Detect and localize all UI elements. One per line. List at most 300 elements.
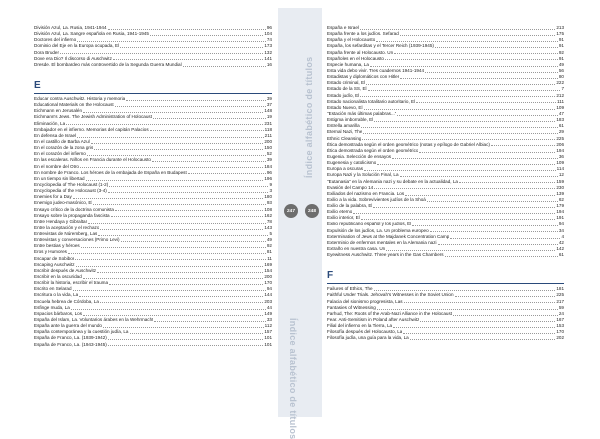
dot-leader	[93, 204, 265, 205]
index-entry-page: 231	[264, 120, 272, 126]
dot-leader	[150, 35, 263, 36]
index-entry-title: Eros y Humores	[34, 249, 67, 255]
index-entry-title: Faithful Under Trials. Jehovah's Witnesses in the Soviet Union	[327, 292, 454, 298]
index-entry-page: 154	[264, 267, 272, 273]
dot-leader	[100, 302, 263, 303]
dot-leader	[68, 253, 266, 254]
dot-leader	[412, 225, 558, 226]
dot-leader	[361, 127, 558, 128]
index-entry-page: 12	[558, 172, 564, 178]
section-heading-f: F	[327, 270, 564, 284]
index-entry-page: 11	[267, 255, 272, 261]
index-entry-title: Farhud, The: Roots of the Arab-Nazi Alliance in the Holocaust	[327, 310, 453, 316]
index-entry-page: 24	[558, 310, 564, 316]
index-entry-title: Exiliados del nazismo en Francia. Los	[327, 190, 405, 196]
index-entry-title: Dominio del Eje en la Europa ocupada, El	[34, 43, 120, 49]
index-entry-page: 9	[269, 181, 272, 187]
index-entry-page: 149	[264, 310, 272, 316]
index-entry-title: Europa Nazi y la Solución Final, La	[327, 172, 399, 178]
dot-leader	[491, 145, 555, 146]
dot-leader	[427, 201, 558, 202]
index-entry-title: Estadistas y diplomáticos con Hitler	[327, 74, 400, 80]
index-entry-title: División Azul, La. Rusia, 1941-1944	[34, 25, 107, 30]
index-entry-title: En el corazón de la zona gris	[34, 145, 94, 151]
index-entry-title: Escapar de Sobibor	[34, 255, 75, 261]
index-entry-title: España ante la guerra del mundo	[34, 323, 102, 329]
index-entry-title: Escribir la historia, escribir el trauma	[34, 280, 109, 286]
dot-leader	[425, 72, 558, 73]
index-entry-title: Extermination of Jews at the Majdanek Concentration Camp	[327, 233, 450, 239]
index-entry-title: España, los sefarditas y el Tercer Reich (1939-1945)	[327, 43, 434, 49]
dot-leader	[360, 29, 555, 30]
index-entry-title: Educar contra Auschwitz. Historia y memoria	[34, 95, 126, 101]
dot-leader	[405, 195, 555, 196]
dot-leader	[77, 137, 264, 138]
index-entry-title: Doctores del infierno	[34, 37, 77, 43]
dot-leader	[361, 219, 556, 220]
section-heading-e: E	[34, 80, 272, 94]
index-entry-page: 39	[266, 157, 272, 163]
index-entry-title: Ethnic Cleansing	[327, 135, 362, 141]
index-entry-page: 148	[264, 108, 272, 114]
index-entry-page: 157	[264, 329, 272, 335]
index-entry-page: 19	[266, 114, 272, 120]
dot-leader	[435, 47, 558, 48]
index-entry-page: 143	[264, 224, 272, 230]
index-entry-title: Estado criminal, El	[327, 80, 366, 86]
dot-leader	[77, 41, 266, 42]
dot-leader	[400, 176, 558, 177]
dot-leader	[154, 321, 265, 322]
index-entry-title: "Eutanasia" en la Alemania nazi y su debate en la actualidad, La	[327, 178, 458, 184]
index-entry-page: 4	[561, 233, 564, 239]
dot-leader	[360, 96, 555, 97]
index-entry-title: En el corazón del infierno	[34, 151, 86, 157]
index-entry-page: 114	[556, 166, 564, 172]
dot-leader	[459, 182, 555, 183]
dot-leader	[377, 164, 555, 165]
index-entry-page: 170	[556, 329, 564, 335]
left-top-entries	[34, 25, 272, 68]
dot-leader	[108, 29, 266, 30]
dot-leader	[385, 59, 558, 60]
dot-leader	[87, 155, 266, 156]
left-page-number: 247	[284, 204, 298, 218]
index-entry-title: Exilio eterno	[327, 209, 353, 215]
index-entry-page: 173	[264, 43, 272, 49]
index-entry-title: Eternal Nazi, The	[327, 129, 363, 135]
index-entry-page: 191	[556, 215, 564, 221]
dot-leader	[109, 284, 263, 285]
index-entry-page: 170	[264, 280, 272, 286]
dot-leader	[364, 109, 556, 110]
index-entry-title: Dresde. El bombardeo más controvertido de la Segunda Guerra Mundial	[34, 61, 182, 67]
index-entry-page: 47	[558, 110, 564, 116]
dot-leader	[97, 272, 263, 273]
index-entry-page: 7	[561, 86, 564, 92]
index-entry-title: España e Israel	[327, 25, 359, 30]
index-entry-title: Esta vida debo vivir. Tres cuadernos 1941-1944	[327, 67, 425, 73]
index-entry-title: Europa a oscuras	[327, 166, 364, 172]
index-entry-page: 91	[558, 43, 564, 49]
index-entry-page: 109	[556, 104, 564, 110]
index-entry-page: 34	[558, 227, 564, 233]
index-entry-title: En defensa de Israel	[34, 132, 77, 138]
dot-leader	[121, 241, 266, 242]
index-entry-page: 62	[558, 196, 564, 202]
dot-leader	[115, 210, 263, 211]
index-entry-title: Esfinge muda, La	[34, 304, 70, 310]
index-entry-title: España de Franco, La. (1939-1942)	[34, 335, 107, 341]
dot-leader	[373, 207, 555, 208]
index-entry-page: 225	[556, 135, 564, 141]
index-entry	[34, 342, 272, 348]
index-entry-page: 94	[558, 221, 564, 227]
index-entry-page: 202	[556, 335, 564, 341]
index-entry-title: Fear. Anti-Semitism in Poland after Auschwitz	[327, 317, 420, 323]
left-index-column	[34, 25, 272, 348]
dot-leader	[83, 112, 263, 113]
index-entry-page: 230	[556, 184, 564, 190]
index-entry	[327, 335, 564, 341]
dot-leader	[83, 315, 263, 316]
dot-leader	[404, 302, 556, 303]
dot-leader	[445, 256, 558, 257]
index-entry-title: Ensayo crítico de la doctrina comunista	[34, 206, 114, 212]
dot-leader	[83, 278, 264, 279]
index-entry-title: Extraño en nuestra casa. Un	[327, 246, 386, 252]
dot-leader	[386, 250, 555, 251]
index-entry-page: 92	[266, 243, 272, 249]
dot-leader	[416, 102, 556, 103]
dot-leader	[450, 238, 560, 239]
index-entry-page: 225	[556, 292, 564, 298]
index-entry-title: Escribir en la oscuridad	[34, 274, 82, 280]
index-entry-title: Fantasies of Witnessing	[327, 304, 376, 310]
dot-leader	[377, 309, 558, 310]
dot-leader	[76, 266, 264, 267]
index-entry-page: 94	[266, 286, 272, 292]
dot-leader	[363, 133, 557, 134]
index-entry-title: Escribir después de Auschwitz	[34, 267, 97, 273]
index-entry-title: Escrito en Selarad	[34, 286, 72, 292]
index-entry-title: Eugenia. Selección de ensayos	[327, 153, 392, 159]
dot-leader	[88, 223, 266, 224]
index-entry-page: 5	[269, 231, 272, 237]
index-entry-page: 153	[556, 323, 564, 329]
index-entry-page: 181	[556, 286, 564, 292]
index-entry-page: 101	[264, 335, 272, 341]
dot-leader	[73, 290, 266, 291]
index-entry-page: 61	[558, 123, 564, 129]
index-entry-title: Encyclopedia of the Holocaust (3-4)	[34, 188, 107, 194]
dot-leader	[394, 53, 558, 54]
index-entry-page: 92	[558, 49, 564, 55]
index-entry-page: 96	[266, 25, 272, 30]
right-page-number: 248	[305, 204, 319, 218]
dot-leader	[109, 186, 268, 187]
index-entry-title: Ética demostrada según el orden geométrico	[327, 147, 419, 153]
dot-leader	[94, 149, 263, 150]
right-section-entries	[327, 286, 564, 341]
dot-leader	[188, 173, 266, 174]
dot-leader	[150, 130, 264, 131]
index-entry-page: 52	[266, 151, 272, 157]
index-entry-title: España frente al Holocausto. Un	[327, 49, 394, 55]
index-entry-page: 108	[264, 206, 272, 212]
dot-leader	[130, 333, 264, 334]
dot-leader	[453, 315, 558, 316]
index-entry-page: 78	[266, 218, 272, 224]
index-entry-page: 39	[266, 95, 272, 101]
index-entry-page: 109	[556, 160, 564, 166]
index-entry-title: Educational Materials on the Holocaust	[34, 102, 114, 108]
index-entry-title: Filosofía judía, una guía para la vida, La	[327, 335, 409, 341]
dot-leader	[108, 192, 269, 193]
right-running-title: Índice alfabético de títulos	[304, 56, 314, 178]
index-entry-page: 162	[264, 212, 272, 218]
dot-leader	[410, 339, 556, 340]
dot-leader	[71, 309, 266, 310]
dot-leader	[115, 106, 266, 107]
dot-leader	[126, 100, 266, 101]
dot-leader	[455, 296, 556, 297]
index-entry-page: 217	[556, 298, 564, 304]
index-entry-page: 194	[556, 147, 564, 153]
index-entry-title: Estado Nuevo, El	[327, 104, 363, 110]
index-entry-title: Exterminio de enfermos mentales en la Alemania nazi	[327, 239, 437, 245]
index-entry-title: Exilio de la palabra, El	[327, 203, 373, 209]
index-entry-page: 159	[556, 178, 564, 184]
index-entry-page: 175	[556, 31, 564, 37]
dot-leader	[403, 333, 555, 334]
dot-leader	[376, 41, 558, 42]
dot-leader	[362, 139, 555, 140]
index-entry-title: Entre bestias y héroes	[34, 243, 80, 249]
index-entry-page: 93	[266, 200, 272, 206]
index-entry-page: 74	[266, 37, 272, 43]
index-entry-title: Ensayo sobre la propaganda fascista	[34, 212, 110, 218]
index-entry-title: Evasión del Campo 14	[327, 184, 374, 190]
dot-leader	[60, 53, 263, 54]
index-entry-page: 91	[558, 55, 564, 61]
index-entry-page: 179	[556, 203, 564, 209]
index-entry-page: 132	[264, 49, 272, 55]
index-entry-page: 59	[558, 304, 564, 310]
dot-leader	[100, 229, 263, 230]
dot-leader	[364, 170, 556, 171]
index-entry-title: En un tiempo sin libertad	[34, 175, 85, 181]
right-top-entries	[327, 25, 564, 258]
index-entry-page: 112	[264, 323, 272, 329]
dot-leader	[374, 188, 555, 189]
index-entry-title: Españoles en el Holocausto	[327, 55, 384, 61]
index-entry-page: 196	[264, 175, 272, 181]
index-entry-page: 80	[558, 74, 564, 80]
index-entry-title: Eichmann's Jews. The Jewish Administration of Holocaust	[34, 114, 152, 120]
right-index-column	[327, 25, 564, 342]
dot-leader	[353, 213, 555, 214]
index-entry-title: Escuela hebrea de Córdoba, La	[34, 298, 99, 304]
dot-leader	[438, 244, 558, 245]
index-entry-title: Entre Hendaya y Gibraltar	[34, 218, 88, 224]
index-entry-title: Dora Bruder	[34, 49, 60, 55]
index-entry-page: 36	[558, 153, 564, 159]
index-entry-page: 194	[556, 209, 564, 215]
index-entry-title: Estado judío, El	[327, 92, 360, 98]
dot-leader	[368, 90, 561, 91]
dot-leader	[80, 167, 263, 168]
index-entry-title: "Estación más últimas palabras..."	[327, 110, 397, 116]
dot-leader	[111, 216, 264, 217]
left-page	[0, 0, 300, 425]
dot-leader	[91, 143, 264, 144]
index-entry-title: Eliminación, La	[34, 120, 66, 126]
index-entry-title: Falacia del sionismo progresista, Las	[327, 298, 403, 304]
index-entry-page: 104	[264, 31, 272, 37]
index-entry-title: Eugenesia y catolicismo	[327, 160, 377, 166]
index-entry-title: Enemies for a Day	[34, 194, 72, 200]
dot-leader	[374, 290, 556, 291]
index-entry-title: Expulsión de los judíos, La. Un problema europeo	[327, 227, 429, 233]
dot-leader	[108, 345, 264, 346]
index-entry-title: Failures of Ethics, The	[327, 286, 373, 292]
dot-leader	[81, 247, 266, 248]
dot-leader	[86, 180, 264, 181]
dot-leader	[420, 321, 555, 322]
dot-leader	[113, 59, 263, 60]
index-entry-page: 118	[264, 126, 272, 132]
index-entry-page: 206	[556, 141, 564, 147]
dot-leader	[152, 161, 266, 162]
index-entry-title: Dove era Dio? Il discorso di Auschwitz	[34, 55, 112, 61]
index-entry-page: 111	[557, 98, 564, 104]
index-entry-page: 91	[558, 37, 564, 43]
dot-leader	[392, 158, 558, 159]
index-entry-page: 33	[266, 317, 272, 323]
index-entry-title: Entrevistas de Núremberg, Las	[34, 231, 98, 237]
dot-leader	[366, 84, 555, 85]
index-entry-title: España y el Holocausto	[327, 37, 376, 43]
index-entry-page: 169	[264, 261, 272, 267]
dot-leader	[400, 35, 556, 36]
index-entry-page: 42	[558, 239, 564, 245]
index-entry-page: 150	[264, 145, 272, 151]
index-entry-title: En el castillo de Barba Azul	[34, 138, 90, 144]
dot-leader	[397, 115, 557, 116]
index-entry-title: Filial del infierno en la Tierra, La	[327, 323, 393, 329]
index-entry-page: 3	[269, 188, 272, 194]
index-entry-page: 96	[266, 169, 272, 175]
index-entry-page: 180	[264, 194, 272, 200]
index-entry-page: 183	[556, 117, 564, 123]
index-entry-page: 203	[264, 298, 272, 304]
index-entry-page: 44	[266, 304, 272, 310]
index-entry-page: 212	[556, 92, 564, 98]
index-entry-page: 16	[266, 61, 272, 67]
index-entry-page: 37	[266, 102, 272, 108]
dot-leader	[153, 118, 266, 119]
index-entry-title: Entre la aceptación y el rechazo	[34, 224, 100, 230]
index-entry-title: Filosofía después del Holocausto, La	[327, 329, 403, 335]
dot-leader	[374, 121, 555, 122]
index-entry-title: Exilio republicano español y los judíos, El	[327, 221, 412, 227]
index-entry-title: División Azul, La. Sangre española en Rusia, 1941-1945	[34, 31, 149, 37]
index-entry-title: España del Islam, La. Voluntarios árabes en la Wehrmacht	[34, 317, 154, 323]
index-entry-title: Estrella amarilla	[327, 123, 360, 129]
index-entry-page: 184	[264, 163, 272, 169]
index-entry-page: 101	[264, 341, 272, 347]
dot-leader	[393, 327, 555, 328]
index-entry-title: Escritura o la vida, La	[34, 292, 79, 298]
dot-leader	[370, 66, 558, 67]
index-entry-title: Eichmann en Jerusalén	[34, 108, 83, 114]
index-entry-title: Exilio interior, El	[327, 215, 360, 221]
index-entry-page: 141	[264, 55, 272, 61]
index-entry-page: 167	[556, 317, 564, 323]
dot-leader	[108, 339, 264, 340]
left-section-entries	[34, 96, 272, 348]
left-running-title: Índice alfabético de títulos	[288, 318, 298, 439]
index-entry-page: 142	[556, 246, 564, 252]
index-entry-title: Enemigo judeo-masónico, El	[34, 200, 93, 206]
index-entry-title: Embajador en el infierno. Memorias del capitán Palacios	[34, 126, 149, 132]
index-entry-title: España de Franco, La. (1943-1945)	[34, 341, 107, 347]
index-entry-title: España frente a los judíos. Sefarad	[327, 31, 399, 37]
dot-leader	[79, 296, 263, 297]
index-entry-title: En las escaleras. Niños en Francia durante el Holocausto	[34, 157, 151, 163]
index-entry-title: Ética demostrada según el orden geométrico (notas y epílogo de Gabriel Albiac)	[327, 141, 490, 147]
index-entry-page: 139	[556, 190, 564, 196]
index-entry-title: Entrevistas y conversaciones (Primo Levi)	[34, 237, 120, 243]
index-entry-title: En el nombre del Otro	[34, 163, 79, 169]
index-entry-title: Especie humana, La	[327, 61, 369, 67]
dot-leader	[75, 259, 266, 260]
index-entry-page: 200	[264, 138, 272, 144]
index-entry-page: 200	[264, 274, 272, 280]
index-entry-title: Exilio a la vida. Sobrevivientes judíos de la Shoá	[327, 196, 426, 202]
index-entry-title: Estado de la SS, El	[327, 86, 367, 92]
dot-leader	[73, 198, 264, 199]
dot-leader	[98, 235, 268, 236]
index-entry-title: España contemporánea y la cuestión judía, La	[34, 329, 129, 335]
index-entry-title: Estado nacionalista totalitario autoritario, El	[327, 98, 416, 104]
index-entry-title: Encyclopedia of The Holocaust (1-2)	[34, 181, 109, 187]
dot-leader	[120, 47, 263, 48]
index-entry-page: 49	[266, 237, 272, 243]
index-entry-page: 56	[558, 67, 564, 73]
index-entry-page: 144	[264, 292, 272, 298]
dot-leader	[183, 66, 266, 67]
index-entry-page: 81	[266, 249, 272, 255]
index-entry-page: 49	[558, 61, 564, 67]
dot-leader	[103, 327, 264, 328]
index-entry-title: Escaping Auschwitz	[34, 261, 75, 267]
dot-leader	[419, 152, 555, 153]
index-entry-page: 29	[558, 129, 564, 135]
index-entry-title: Eyewitness Auschwitz. Three years in the Gas Chambers	[327, 252, 444, 258]
dot-leader	[66, 124, 263, 125]
index-entry-page: 213	[556, 25, 564, 30]
index-entry-title: Estigma imborrable, El	[327, 117, 374, 123]
dot-leader	[400, 78, 558, 79]
index-entry-page: 61	[558, 252, 564, 258]
index-entry-page: 211	[264, 132, 272, 138]
index-entry-title: Espacios bárbaros, Los	[34, 310, 83, 316]
dot-leader	[430, 231, 558, 232]
index-entry-title: En nombre de Franco. Los héroes de la embajada de España en Budapest	[34, 169, 187, 175]
index-entry-page: 222	[556, 80, 564, 86]
